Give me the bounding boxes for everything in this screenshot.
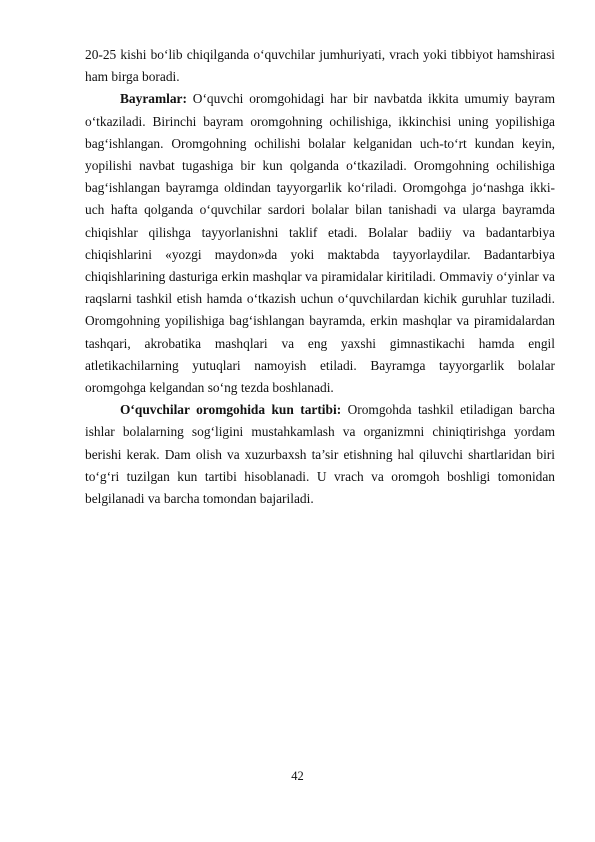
paragraph-bayramlar [85,88,555,399]
paragraph-heading: Bayramlar: [120,91,187,107]
paragraph-heading: O‘quvchilar oromgohida kun tartibi: [120,402,342,418]
paragraph-kun-tartibi [85,399,555,510]
document-page [85,44,555,510]
page-number: 42 [291,769,304,783]
paragraph-continuation [85,44,555,88]
paragraph-text: O‘quvchi oromgohidagi har bir navbatda ikkita umumiy bayram o‘tkaziladi. Birinchi bayram oromgohning ochilishiga, ikkinchisi uning yopilishiga bag‘ishlangan. Oromgohning ochilishi bolalar kelganidan uch-to‘rt kundan keyin, yopilishi navbat tugashiga bir kun qolganda o‘tkaziladi. Oromgohning ochilishiga bag‘ishlangan bayramga oldindan tayyorgarlik ko‘riladi. Oromgohga jo‘nashga ikki-uch hafta qolganda o‘quvchilar sardori bolalar bilan tanishadi va ularga bayramda chiqishlar qilishga tayyorlanishni taklif etadi. Bolalar badiiy va badantarbiya chiqishlarini «yozgi maydon»da yoki maktabda tayyorlaydilar. Badantarbiya chiqishlarining dasturiga erkin mashqlar va piramidalar kiritiladi. Ommaviy o‘yinlar va raqslarni tashkil etish hamda o‘tkazish uchun o‘quvchilardan kichik guruhlar tuziladi. Oromgohning yopilishiga bag‘ishlangan bayramda, erkin mashqlar va piramidalardan tashqari, akrobatika mashqlari va eng yaxshi gimnastikachi hamda engil atletikachilarning yutuqlari namoyish etiladi. Bayramga tayyorgarlik bolalar oromgohga kelgandan so‘ng tezda boshlanadi. [85,91,555,396]
paragraph-text: Oromgohda tashkil etiladigan barcha ishlar bolalarning sog‘ligini mustahkamlash va organizmni chiniqtirishga yordam berishi kerak. Dam olish va xuzurbaxsh ta’sir etishning hal qiluvchi shartlaridan biri to‘g‘ri tuzilgan kun tartibi hisoblanadi. U vrach va oromgoh boshligi tomonidan belgilanadi va barcha tomondan bajariladi. [85,402,555,507]
paragraph-text: 20-25 kishi bo‘lib chiqilganda o‘quvchilar jumhuriyati, vrach yoki tibbiyot hamshirasi ham birga boradi. [85,47,555,85]
